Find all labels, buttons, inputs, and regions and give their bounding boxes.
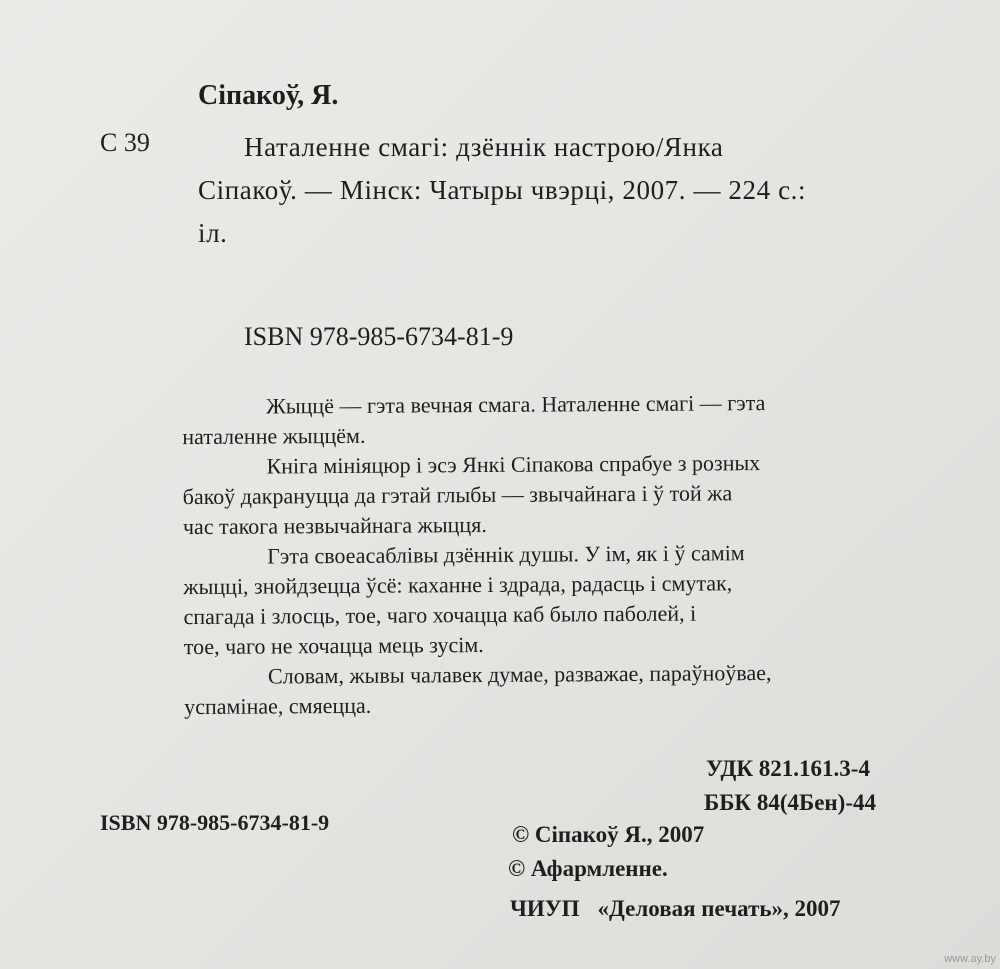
bbk-code: ББК 84(4Бен)-44 (704, 790, 876, 815)
annotation-line: час такога незвычайнага жыцця. (182, 511, 487, 540)
watermark: www.ay.by (944, 953, 996, 965)
udk-code: УДК 821.161.3-4 (706, 756, 870, 781)
bib-line-2: Сіпакоў. — Мінск: Чатыры чвэрці, 2007. — 224 с.: (198, 175, 807, 205)
annotation-line: наталенне жыццём. (182, 422, 366, 450)
annotation-line: жыцці, знойдзецца ўсё: каханне і здрада, радасць і смутак, (183, 570, 733, 600)
author-heading: Сіпакоў, Я. (198, 80, 339, 111)
printer-imprint (510, 896, 841, 922)
annotation-line: успамінае, смяецца. (184, 692, 372, 720)
annotation-line: Жыццё — гэта вечная смага. Наталенне смагі — гэта (266, 390, 766, 419)
printer-org: ЧИУП (510, 896, 580, 921)
isbn-main: ISBN 978-985-6734-81-9 (244, 322, 514, 351)
copyright-design: © Афармленне. (508, 856, 668, 881)
annotation-line: бакоў дакрануцца да гэтай глыбы — звычайнага і ў той жа (182, 480, 733, 510)
isbn-bottom: ISBN 978-985-6734-81-9 (100, 810, 330, 835)
annotation-line: тое, чаго не хочацца мець зусім. (183, 632, 484, 660)
bib-line-3: іл. (198, 218, 228, 248)
author-classmark: С 39 (100, 128, 150, 157)
annotation (182, 387, 940, 722)
annotation-line: Словам, жывы чалавек думае, разважае, параўноўвае, (267, 660, 772, 689)
annotation-line: спагада і злосць, тое, чаго хочацца каб было паболей, і (183, 600, 697, 630)
annotation-line: Кніга мініяцюр і эсэ Янкі Сіпакова спрабуе з розных (266, 450, 761, 479)
annotation-line: Гэта своеасаблівы дзённік душы. У ім, як і ў самім (267, 540, 745, 569)
printer-name: «Деловая печать», 2007 (597, 896, 841, 921)
bib-line-1: Наталенне смагі: дзённік настрою/Янка (244, 132, 724, 162)
copyright-author: © Сіпакоў Я., 2007 (512, 822, 705, 847)
bibliographic-record (198, 126, 944, 255)
